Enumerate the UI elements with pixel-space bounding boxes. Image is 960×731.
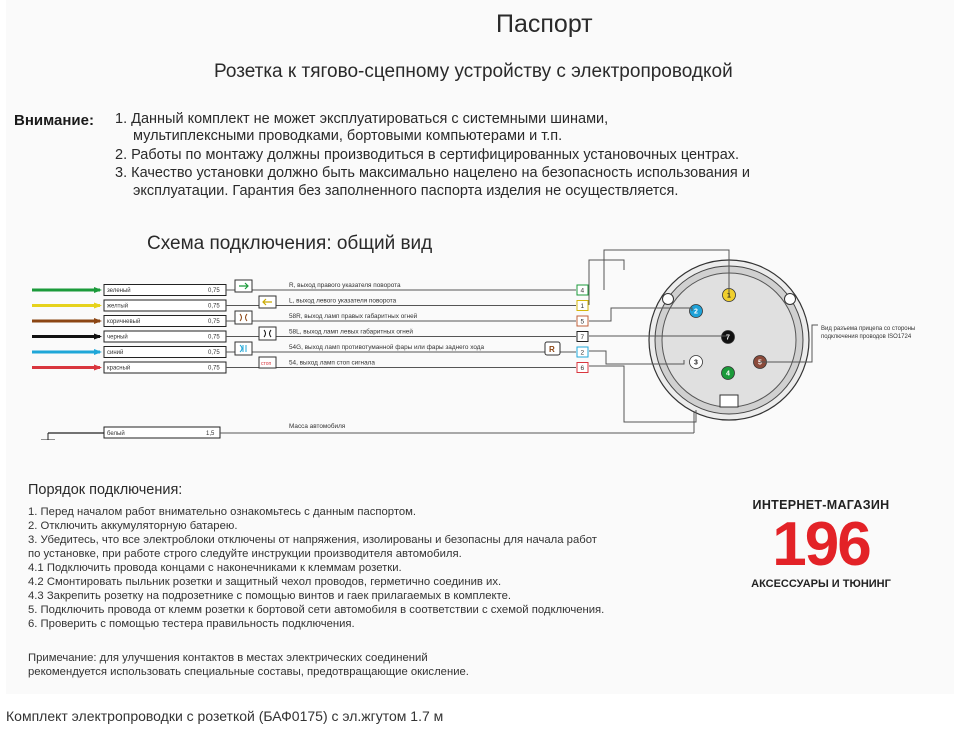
- attention-line: эксплуатации. Гарантия без заполненного паспорта изделия не осуществляется.: [133, 183, 679, 199]
- wire-color-label: желтый: [107, 303, 129, 310]
- mount-hole: [663, 294, 674, 305]
- terminal-number: 2: [580, 349, 585, 357]
- attention-label: Внимание:: [14, 112, 94, 129]
- logo-bottom-text: АКСЕССУАРЫ И ТЮНИНГ: [751, 578, 891, 590]
- pin-number: 4: [726, 370, 730, 378]
- stop-label: стоп: [261, 361, 272, 367]
- note-line: Примечание: для улучшения контактов в местах электрических соединений: [28, 652, 428, 664]
- order-step: 5. Подключить провода от клемм розетки к бортовой сети автомобиля в соответствии с схемой подключения.: [28, 604, 605, 616]
- wire-color-label: синий: [107, 350, 124, 356]
- wire-arrow: [94, 365, 102, 371]
- wire-gauge-label: 0,75: [208, 334, 220, 341]
- wire-arrow: [94, 287, 102, 293]
- note-line: рекомендуется использовать специальные составы, предотвращающие окисление.: [28, 666, 469, 678]
- component-symbols: [235, 280, 560, 368]
- shop-logo: [746, 498, 896, 590]
- marker-right-symbol: [235, 311, 252, 324]
- ground-color-label: белый: [107, 431, 125, 437]
- terminal-number: 4: [580, 287, 585, 295]
- logo-top-text: ИНТЕРНЕТ-МАГАЗИН: [752, 498, 890, 512]
- wire-gauge-label: 0,75: [208, 319, 220, 325]
- order-step: 4.1 Подключить провода концами с наконечниками к клеммам розетки.: [28, 562, 402, 574]
- attention-line: мультиплексными проводками, бортовыми компьютерами и т.п.: [133, 128, 563, 144]
- wire-signal-label: 54, выход ламп стоп сигнала: [289, 359, 375, 367]
- wire-4: [32, 343, 588, 358]
- wire-2: [32, 312, 588, 327]
- order-title: Порядок подключения:: [28, 482, 183, 498]
- order-step: 6. Проверить с помощью тестера правильность подключения.: [28, 618, 355, 630]
- reverse-label: R: [549, 345, 555, 354]
- order-step: 3. Убедитесь, что все электроблоки отключены от напряжения, изолированы и безопасны для начала работ: [28, 534, 597, 546]
- image-caption: Комплект электропроводки с розеткой (БАФ0175) с эл.жгутом 1.7 м: [6, 708, 444, 724]
- socket-pin-2: [690, 305, 703, 318]
- terminal-number: 6: [580, 365, 585, 372]
- ground-gauge-label: 1,5: [206, 431, 215, 437]
- order-step: 1. Перед началом работ внимательно ознакомьтесь с данным паспортом.: [28, 506, 417, 518]
- order-step: 4.3 Закрепить розетку на подрозетнике с помощью винтов и гаек прилагаемых в комплекте.: [28, 590, 512, 602]
- attention-line: 3. Качество установки должно быть максимально нацелено на безопасность использования и: [115, 165, 750, 181]
- wire-signal-label: 54G, выход ламп противотуманной фары или фары заднего хода: [289, 344, 485, 351]
- mount-hole: [785, 294, 796, 305]
- pin-number: 1: [727, 292, 731, 300]
- scheme-title: Схема подключения: общий вид: [147, 233, 433, 254]
- wire-gauge-label: 0,75: [208, 365, 220, 372]
- order-step: по установке, при работе строго следуйте инструкции производителя автомобиля.: [28, 548, 462, 560]
- wire-3: [32, 328, 588, 343]
- socket-view-label: подключения проводов ISO1724: [821, 334, 912, 340]
- wire-signal-label: 58L, выход ламп левых габаритных огней: [289, 328, 413, 336]
- terminal-number: 7: [580, 334, 585, 341]
- wire-signal-label: L, выход левого указателя поворота: [289, 297, 397, 305]
- wire-color-label: зеленый: [107, 288, 131, 294]
- pin-number: 5: [758, 359, 762, 367]
- passport-document: [6, 0, 954, 694]
- wire-color-label: красный: [107, 365, 131, 372]
- socket-pin-3: [690, 356, 703, 369]
- socket-view-label: Вид разъема прицепа со стороны: [821, 326, 916, 332]
- marker-left-symbol: [259, 327, 276, 340]
- logo-number: 196: [772, 510, 870, 579]
- attention-line: 1. Данный комплект не может эксплуатироваться с системными шинами,: [115, 111, 609, 127]
- wire-1: [32, 298, 588, 312]
- wire-arrow: [94, 349, 102, 355]
- order-step: 2. Отключить аккумуляторную батарею.: [28, 520, 238, 532]
- ground-wire: [41, 390, 694, 440]
- wire-signal-label: R, выход правого указателя поворота: [289, 282, 401, 289]
- socket-pin-4: [722, 367, 735, 380]
- wire-gauge-label: 0,75: [208, 303, 220, 310]
- wire-color-label: черный: [107, 334, 128, 341]
- wire-arrow: [94, 334, 102, 340]
- order-step: 4.2 Смонтировать пыльник розетки и защитный чехол проводов, герметично соединив их.: [28, 576, 502, 588]
- ground-signal-label: Масса автомобиля: [289, 423, 346, 430]
- terminal-number: 5: [580, 318, 585, 326]
- wire-arrow: [94, 318, 102, 324]
- pin-number: 3: [694, 359, 698, 367]
- socket-key: [720, 395, 738, 407]
- wiring-diagram: [6, 240, 954, 440]
- socket-pin-7: [722, 331, 735, 344]
- terminal-number: 1: [580, 303, 585, 310]
- wire-gauge-label: 0,75: [208, 350, 220, 356]
- pin-number: 7: [726, 334, 730, 342]
- wire-0: [32, 282, 588, 296]
- wire-signal-label: 58R, выход ламп правых габаритных огней: [289, 313, 418, 320]
- wire-color-label: коричневый: [107, 319, 141, 325]
- attention-line: 2. Работы по монтажу должны производиться в сертифицированных установочных центрах.: [115, 147, 740, 163]
- wire-5: [32, 360, 588, 374]
- wire-arrow: [94, 303, 102, 309]
- pin-number: 2: [694, 308, 698, 316]
- page-title: Паспорт: [496, 10, 593, 38]
- page-subtitle: Розетка к тягово-сцепному устройству с электропроводкой: [214, 61, 733, 82]
- wire-gauge-label: 0,75: [208, 288, 220, 294]
